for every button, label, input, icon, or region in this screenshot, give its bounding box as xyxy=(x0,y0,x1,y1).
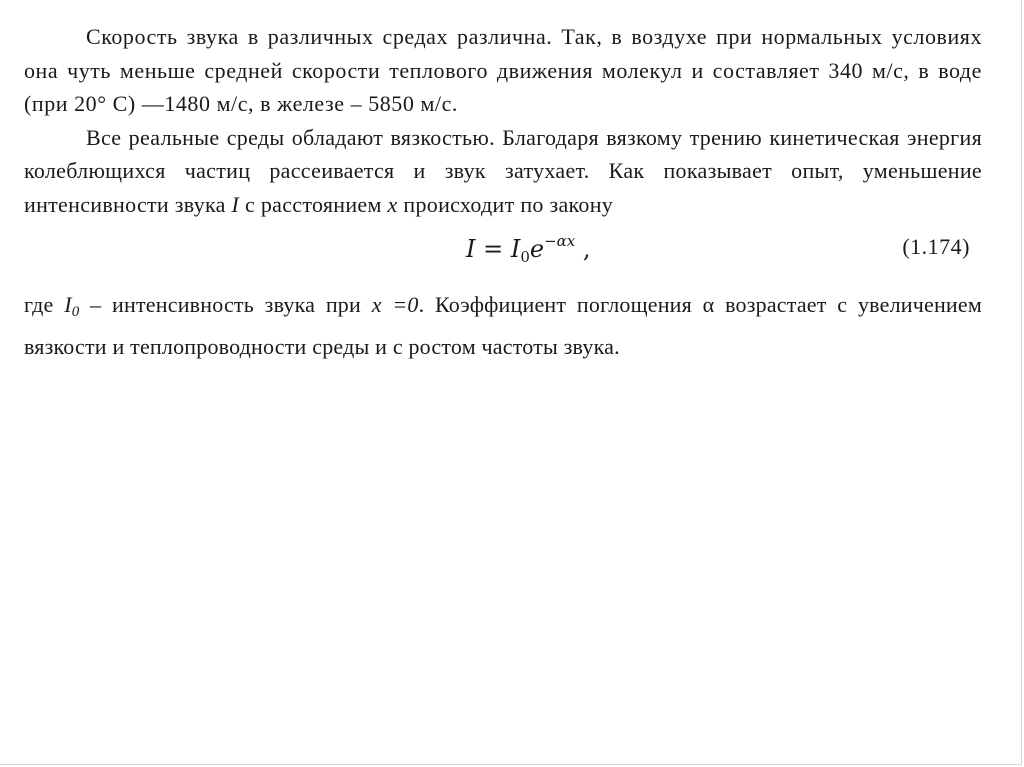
variable-i0: I xyxy=(64,292,72,317)
attenuation-formula xyxy=(466,232,591,266)
paragraph-absorption-text-b: – интенсивность звука при xyxy=(79,292,372,317)
formula-trailing: , xyxy=(575,235,591,263)
paragraph-absorption-text-d: возрастает с увеличением вязкости и теплопроводности среды и с ростом частоты звука. xyxy=(24,292,982,359)
condition-x-zero: x =0 xyxy=(371,292,419,317)
paragraph-viscosity-text-a: Все реальные среды обладают вязкостью. Благодаря вязкому трению кинетическая энергия колеблющихся частиц рассеивается и звук затухает. Как показывает опыт, уменьшение интенсивности звука xyxy=(24,124,982,217)
paragraph-absorption-text-a: где xyxy=(24,292,65,317)
formula-rhs-subscript: 0 xyxy=(520,248,530,266)
formula-row xyxy=(24,226,982,278)
paragraph-viscosity xyxy=(24,121,982,222)
variable-intensity: I xyxy=(231,191,240,217)
document-body xyxy=(24,20,982,363)
formula-lhs: I xyxy=(466,235,476,263)
paragraph-viscosity-text-b: с расстоянием xyxy=(239,191,388,217)
symbol-alpha: α xyxy=(702,292,715,317)
paragraph-viscosity-text-c: происходит по закону xyxy=(397,191,614,217)
formula-rhs-base: I xyxy=(510,235,521,263)
equation-number: (1.174) xyxy=(902,234,970,259)
formula-exp-base: e xyxy=(529,235,545,263)
variable-distance: x xyxy=(387,191,398,217)
paragraph-sound-speed xyxy=(24,20,982,121)
paragraph-sound-speed-text: Скорость звука в различных средах различна. Так, в воздухе при нормальных условиях она чуть меньше средней скорости теплового движения молекул и составляет 340 м/с, в воде (при 20° C) —1480 м/с, в железе – 5850 м/с. xyxy=(24,24,982,116)
variable-i0-subscript: 0 xyxy=(71,304,80,320)
paragraph-absorption xyxy=(24,288,982,363)
formula-equals: = xyxy=(475,235,511,263)
formula-exponent: −αx xyxy=(544,232,576,250)
paragraph-absorption-text-c: . Коэффициент поглощения xyxy=(418,292,703,317)
